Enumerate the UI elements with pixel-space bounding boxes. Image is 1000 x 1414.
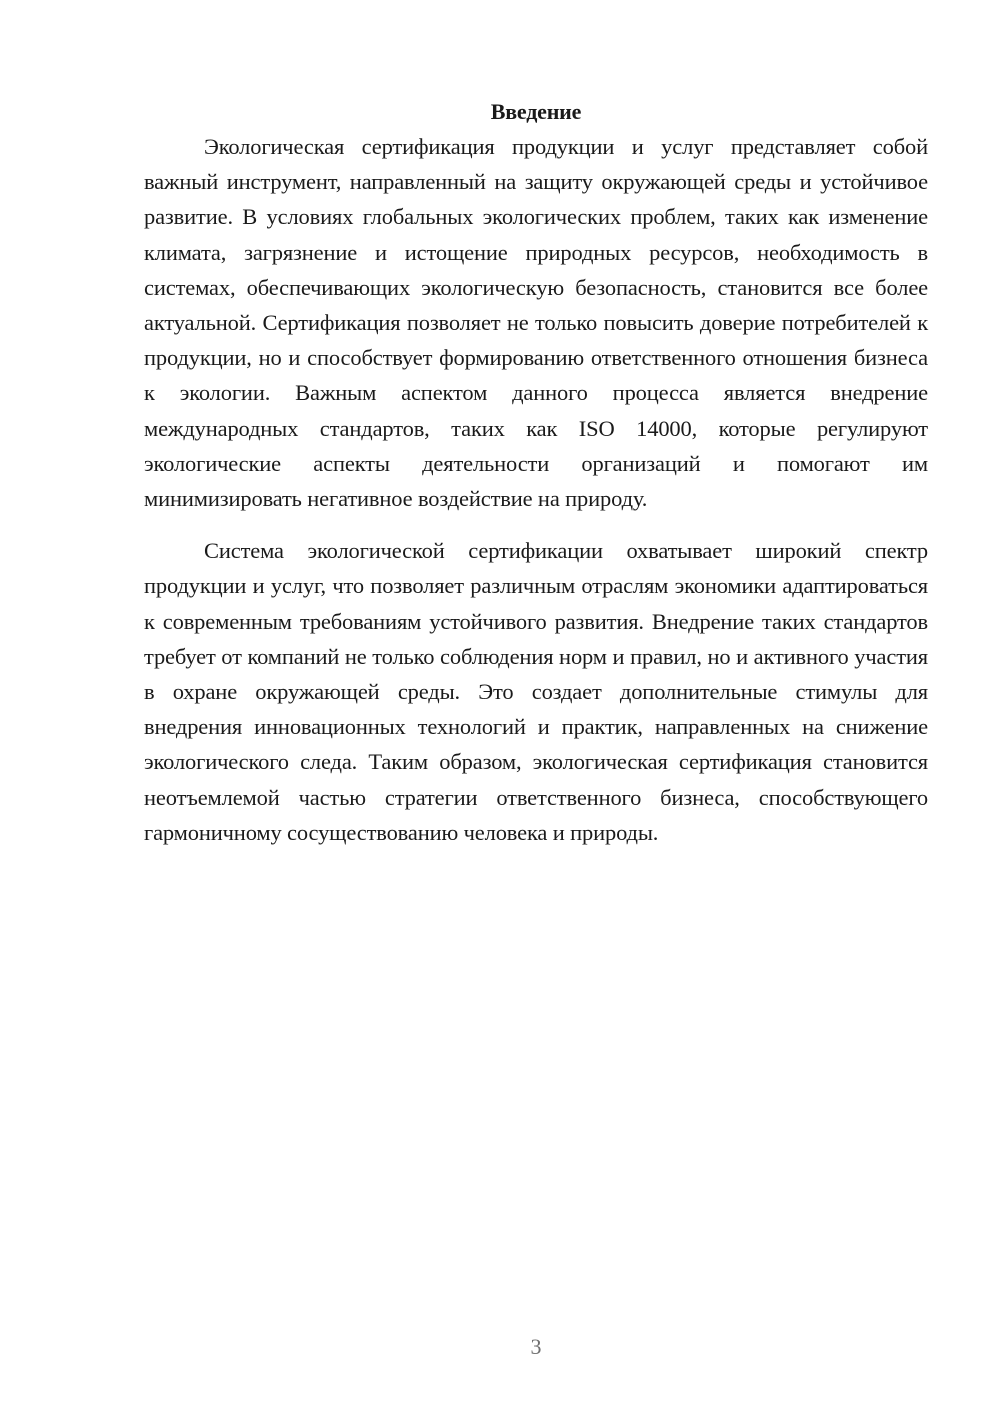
section-heading: Введение <box>490 99 582 124</box>
page-content <box>144 94 928 850</box>
paragraph-1: Экологическая сертификация продукции и услуг представляет собой важный инструмент, направленный на защиту окружающей среды и устойчивое развитие. В условиях глобальных экологических проблем, таких как изменение климата, загрязнение и истощение природных ресурсов, необходимость в системах, обеспечивающих экологическую безопасность, становится все более актуальной. Сертификация позволяет не только повысить доверие потребителей к продукции, но и способствует формированию ответственного отношения бизнеса к экологии. Важным аспектом данного процесса является внедрение международных стандартов, таких как ISO 14000, которые регулируют экологические аспекты деятельности организаций и помогают им минимизировать негативное воздействие на природу. <box>144 134 928 512</box>
paragraph-2: Система экологической сертификации охватывает широкий спектр продукции и услуг, что позволяет различным отраслям экономики адаптироваться к современным требованиям устойчивого развития. Внедрение таких стандартов требует от компаний не только соблюдения норм и правил, но и активного участия в охране окружающей среды. Это создает дополнительные стимулы для внедрения инновационных технологий и практик, направленных на снижение экологического следа. Таким образом, экологическая сертификация становится неотъемлемой частью стратегии ответственного бизнеса, способствующего гармоничному сосуществованию человека и природы. <box>144 538 928 845</box>
page-number: 3 <box>530 1334 542 1359</box>
